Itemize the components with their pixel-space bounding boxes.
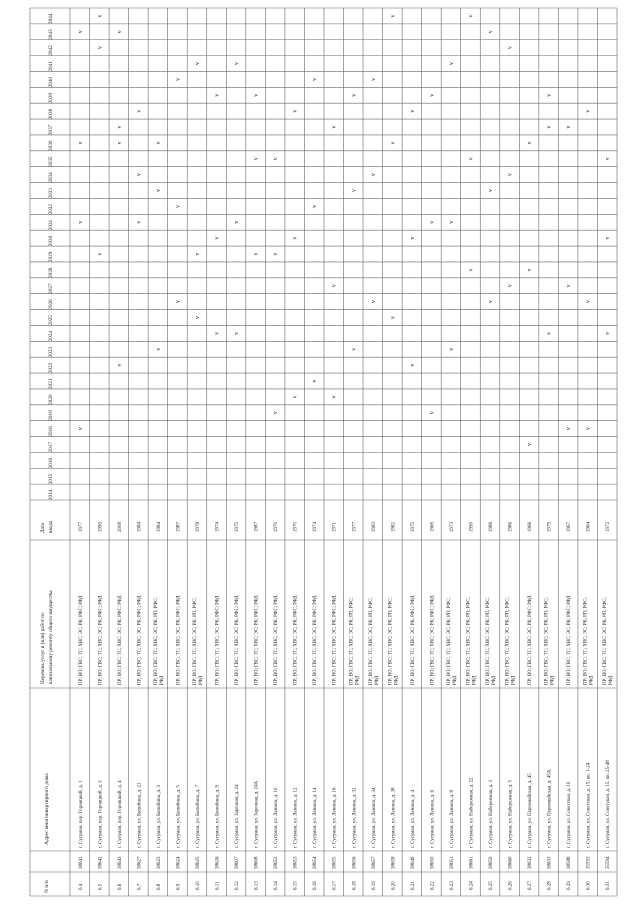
row-number: 6.9 [176, 883, 182, 890]
row-address: г. Сусуман, ул. Ленина, д. 4 [410, 790, 416, 848]
row-year: 1964 [586, 522, 592, 532]
year-heading: 2019 [48, 410, 54, 421]
row-number: 6.31 [606, 881, 612, 890]
year-heading: 2036 [48, 140, 54, 151]
schedule-mark: v [390, 315, 397, 319]
year-heading: 2031 [48, 219, 54, 231]
row-number: 6.20 [391, 881, 397, 890]
schedule-mark: v [175, 204, 182, 208]
schedule-mark: v [292, 236, 299, 240]
year-heading: 2017 [48, 442, 54, 453]
schedule-mark: v [77, 220, 84, 224]
row-year: 1987 [176, 522, 182, 532]
row-address: г. Сусуман, ул. Билибина, д. 5 [176, 785, 182, 848]
schedule-mark: v [312, 204, 319, 208]
row-number: 6.12 [235, 881, 241, 890]
year-heading: 2033 [48, 188, 54, 199]
year-heading: 2020 [48, 394, 54, 405]
row-number: 6.15 [293, 881, 299, 890]
row-number: 6.14 [274, 881, 280, 890]
year-heading: 2032 [48, 204, 54, 215]
schedule-mark: v [468, 157, 475, 161]
row-works: РФД [198, 675, 204, 685]
row-id: 38661 [469, 856, 475, 869]
year-heading: 2030 [48, 235, 54, 247]
row-address: г. Сусуман, ул. Билибина, д. 9 [215, 785, 221, 848]
row-address: г. Сусуман, ул. Ленина, д. 6 [430, 790, 436, 848]
schedule-mark: v [234, 331, 241, 335]
year-heading: 2044 [48, 13, 54, 24]
row-year: 1971 [332, 522, 338, 532]
year-heading: 2024 [48, 330, 54, 342]
schedule-mark: v [155, 347, 162, 351]
schedule-mark: v [155, 189, 162, 193]
row-works: РФД [394, 675, 400, 685]
row-year: 1967 [567, 522, 573, 532]
row-number: 6.22 [430, 881, 436, 890]
row-works: ПР; ВО; ГВС; ТС; ХВС; ЭС; РК; РФС; РФД [235, 595, 241, 685]
row-number: 6.5 [98, 883, 104, 890]
row-works: ПР; ВО; ГВС; ТС; ХВС; ЭС; РК; РП; РФС; [388, 597, 394, 685]
row-address: г. Сусуман, ул. Билибина, д. 3 [156, 785, 162, 848]
schedule-mark: v [527, 442, 534, 446]
row-address: г. Сусуман, пер. Горняцкий, д. 4 [117, 780, 123, 848]
row-works: ПР; ВО; ГВС; ТС; ХВС; ЭС; РК; РП; РФС; [544, 597, 550, 685]
row-id: 38641 [78, 856, 84, 869]
row-id: 38588 [567, 856, 573, 869]
schedule-mark: v [468, 268, 475, 272]
schedule-mark: v [390, 14, 397, 18]
row-number: 6.13 [254, 881, 260, 890]
row-year: 1977 [352, 522, 358, 532]
schedule-mark: v [136, 220, 143, 224]
row-address: г. Сусуман, ул. Билибина, д. 21 [137, 782, 143, 848]
schedule-mark: v [566, 125, 573, 129]
row-number: 6.8 [156, 883, 162, 890]
schedule-mark: v [585, 427, 592, 431]
row-address: г. Сусуман, пер. Горняцкий, д. 3 [98, 780, 104, 848]
header-works: капитальному ремонту общего имущества [48, 590, 54, 684]
schedule-mark: v [136, 173, 143, 177]
schedule-mark: v [312, 77, 319, 81]
row-address: г. Сусуман, пер. Горняцкий, д. 1 [78, 780, 84, 848]
schedule-mark: v [429, 220, 436, 224]
row-id: 35593 [586, 856, 592, 869]
row-works: ПР; ВО; ГВС; ТС; ХВС; ЭС; РК; РФС; РФД [215, 595, 221, 685]
row-id: 38623 [156, 856, 162, 869]
row-works: ПР; ВО; ГВС; ТС; ХВС; ЭС; РК; РФС; РФД [117, 595, 123, 685]
schedule-mark: v [194, 315, 201, 319]
row-year: 1970 [274, 522, 280, 532]
row-works: ПР; ВО; ГВС; ТС; ХВС; ЭС; РК; РП; РФС; [466, 597, 472, 685]
schedule-mark: v [370, 77, 377, 81]
year-heading: 2043 [48, 29, 54, 40]
schedule-mark: v [175, 300, 182, 304]
row-address: г. Сусуман, ул. Ленина, д. 14 [313, 787, 319, 848]
schedule-mark: v [585, 109, 592, 113]
row-id: 35594 [606, 856, 612, 869]
year-heading: 2016 [48, 457, 54, 469]
row-number: 6.17 [332, 881, 338, 890]
header-address: Адрес многоквартирного дома [44, 773, 50, 845]
schedule-mark: v [409, 363, 416, 367]
row-year: 2008 [117, 522, 123, 532]
row-works: РФД [511, 675, 517, 685]
row-address: г. Сусуман, ул. Ленина, д. 32 [352, 787, 358, 848]
row-address: г. Сусуман, ул. Советская, д. 10 [567, 781, 573, 848]
row-year: 1982 [391, 522, 397, 532]
schedule-mark: v [214, 236, 221, 240]
year-heading: 2018 [48, 426, 54, 437]
year-heading: 2027 [48, 283, 54, 294]
row-id: 38650 [430, 856, 436, 869]
schedule-mark: v [488, 30, 495, 34]
row-number: 6.6 [117, 883, 123, 890]
row-year: 1974 [313, 522, 319, 532]
schedule-mark: v [370, 173, 377, 177]
year-heading: 2038 [48, 108, 54, 120]
schedule-mark: v [605, 236, 612, 240]
row-number: 6.21 [410, 881, 416, 890]
schedule-mark: v [546, 331, 553, 335]
schedule-mark: v [273, 252, 280, 256]
row-works: ПР; ВО; ГВС; ТС; ХВС; ЭС; РК; РП; РФС; [583, 597, 589, 685]
row-works: ПР; ВО; ГВС; ТС; ХВС; ЭС; РК; РП; РФС; [153, 597, 159, 685]
schedule-mark: v [253, 157, 260, 161]
schedule-mark: v [351, 93, 358, 97]
schedule-mark: v [507, 284, 514, 288]
row-works: ПР; ВО; ГВС; ТС; ХВС; ЭС; РК; РФС; РФД [332, 595, 338, 685]
schedule-mark: v [116, 30, 123, 34]
row-id: 38658 [391, 856, 397, 869]
row-address: г. Сусуман, ул. Набережная, д. 3 [489, 779, 495, 848]
row-id: 38607 [235, 856, 241, 869]
schedule-mark: v [585, 300, 592, 304]
schedule-mark: v [116, 141, 123, 145]
row-id: 38659 [489, 856, 495, 869]
row-works: ПР; ВО; ГВС; ТС; ХВС; ЭС; РК; РФС; РФД [410, 595, 416, 685]
row-number: 6.28 [547, 881, 553, 890]
row-works: ПР; ВО; ГВС; ТС; ХВС; ЭС; РК; РП; РФС; [486, 597, 492, 685]
row-address: г. Сусуман, ул. Ленина, д. 8 [449, 790, 455, 848]
row-address: г. Сусуман, ул. Советская, д. 15, кв. 25-48 [606, 760, 612, 848]
row-id: 38624 [176, 856, 182, 869]
row-number: 6.19 [371, 881, 377, 890]
row-year: 1978 [195, 522, 201, 532]
row-year: 1972 [606, 522, 612, 532]
schedule-mark: v [448, 62, 455, 66]
schedule-mark: v [97, 46, 104, 50]
schedule-mark: v [194, 62, 201, 66]
schedule-mark: v [194, 252, 201, 256]
schedule-mark: v [605, 157, 612, 161]
schedule-mark: v [312, 379, 319, 383]
schedule-mark: v [97, 14, 104, 18]
row-address: г. Сусуман, ул. Ленина, д. 10 [274, 787, 280, 848]
row-year: 1975 [235, 522, 241, 532]
row-works: ПР; ВО; ГВС; ТС; ХВС; ЭС; РК; РП; РФС; [505, 597, 511, 685]
row-works: ПР; ВО; ГВС; ТС; ХВС; ЭС; РК; РФС; РФД [567, 595, 573, 685]
schedule-mark: v [253, 93, 260, 97]
row-id: 38655 [332, 856, 338, 869]
schedule-mark: v [566, 284, 573, 288]
row-id: 38657 [371, 856, 377, 869]
row-year: 1984 [137, 522, 143, 532]
row-id: 38627 [137, 856, 143, 869]
schedule-mark: v [468, 14, 475, 18]
row-number: 6.10 [195, 881, 201, 890]
schedule-mark: v [429, 411, 436, 415]
year-heading: 2023 [48, 346, 54, 358]
row-year: 1990 [98, 522, 104, 532]
row-number: 6.30 [586, 881, 592, 890]
row-year: 1977 [78, 522, 84, 532]
row-works: ПР; ВО; ГВС; ТС; ХВС; ЭС; РК; РФС; РФД [176, 595, 182, 685]
row-works: ПР; ВО; ГВС; ТС; ХВС; ЭС; РК; РФС; РФД [313, 595, 319, 685]
row-address: г. Сусуман, ул. Билибина, д. 7 [195, 785, 201, 848]
row-address: г. Сусуман, ул. Советская, д. 15, кв. 1-24 [586, 762, 592, 848]
row-works: РФД [452, 675, 458, 685]
row-works: ПР; ВО; ГВС; ТС; ХВС; ЭС; РК; РФС; РФД [98, 595, 104, 685]
row-works: ПР; ВО; ГВС; ТС; ХВС; ЭС; РК; РП; РФС; [368, 597, 374, 685]
row-id: 38643 [117, 856, 123, 869]
row-id: 38608 [254, 856, 260, 869]
schedule-mark: v [448, 347, 455, 351]
schedule-mark: v [136, 109, 143, 113]
schedule-mark: v [116, 125, 123, 129]
row-number: 6.27 [528, 881, 534, 890]
row-number: 6.4 [78, 883, 84, 890]
schedule-mark: v [253, 252, 260, 256]
year-heading: 2039 [48, 92, 54, 104]
row-id: 38656 [352, 856, 358, 869]
row-year: 1966 [528, 522, 534, 532]
schedule-mark: v [331, 395, 338, 399]
row-year: 1984 [156, 522, 162, 532]
row-address: г. Сусуман, ул. Ленина, д. 38 [391, 787, 397, 848]
schedule-mark: v [488, 189, 495, 193]
row-works: РФД [159, 675, 165, 685]
row-id: 38632 [528, 856, 534, 869]
row-number: 6.18 [352, 881, 358, 890]
row-address: г. Сусуман, ул. Ленина, д. 12 [293, 787, 299, 848]
row-year: 1975 [410, 522, 416, 532]
row-number: 6.26 [508, 881, 514, 890]
row-year: 1983 [371, 522, 377, 532]
schedule-mark: v [527, 141, 534, 145]
row-works: РФД [589, 675, 595, 685]
row-id: 38654 [313, 856, 319, 869]
row-works: ПР; ВО; ГВС; ТС; ХВС; ЭС; РК; РФС; РФД [137, 595, 143, 685]
schedule-mark: v [546, 125, 553, 129]
year-heading: 2015 [48, 473, 54, 485]
schedule-mark: v [331, 125, 338, 129]
row-number: 6.11 [215, 881, 221, 890]
schedule-mark: v [351, 347, 358, 351]
row-number: 6.29 [567, 881, 573, 890]
row-works: ПР; ВО; ГВС; ТС; ХВС; ЭС; РК; РФС; РФД [293, 595, 299, 685]
row-id: 38651 [449, 856, 455, 869]
schedule-mark: v [507, 173, 514, 177]
header-works: Перечень услуг и (или) работ по [40, 612, 46, 684]
row-works: ПР; ВО; ГВС; ТС; ХВС; ЭС; РК; РФС; РФД [254, 595, 260, 685]
row-year: 1987 [254, 522, 260, 532]
schedule-mark: v [273, 157, 280, 161]
row-number: 6.16 [313, 881, 319, 890]
row-year: 1974 [215, 522, 221, 532]
schedule-mark: v [292, 109, 299, 113]
row-id: 38653 [293, 856, 299, 869]
row-works: ПР; ВО; ГВС; ТС; ХВС; ЭС; РК; РФС; РФД [528, 595, 534, 685]
year-heading: 2022 [48, 362, 54, 374]
schedule-mark: v [390, 141, 397, 145]
schedule-mark: v [214, 93, 221, 97]
year-heading: 2034 [48, 172, 54, 183]
year-heading: 2035 [48, 156, 54, 167]
schedule-mark: v [448, 220, 455, 224]
row-year: 1979 [547, 522, 553, 532]
row-number: 6.23 [449, 881, 455, 890]
row-year: 1986 [489, 522, 495, 532]
row-id: 38660 [508, 856, 514, 869]
row-address: г. Сусуман, ул. Первомайская, д. 45А [547, 769, 553, 848]
header-num: N п/п [44, 880, 50, 893]
row-address: г. Сусуман, ул. Заречная, д. 24А [254, 780, 260, 848]
row-address: г. Сусуман, ул. Ленина, д. 34 [371, 787, 377, 848]
row-works: ПР; ВО; ГВС; ТС; ХВС; ЭС; РК; РП; РФС; [603, 597, 609, 685]
schedule-mark: v [409, 236, 416, 240]
year-heading: 2026 [48, 299, 54, 310]
schedule-mark: v [97, 252, 104, 256]
schedule-mark: v [351, 189, 358, 193]
row-year: 1970 [293, 522, 299, 532]
year-heading: 2021 [48, 378, 54, 389]
row-id: 38625 [195, 856, 201, 869]
row-address: г. Сусуман, ул. Набережная, д. 5 [508, 779, 514, 848]
schedule-mark: v [409, 109, 416, 113]
row-works: ПР; ВО; ГВС; ТС; ХВС; ЭС; РК; РФС; РФД [78, 595, 84, 685]
year-heading: 2040 [48, 77, 54, 88]
schedule-mark: v [507, 46, 514, 50]
schedule-mark: v [566, 427, 573, 431]
row-works: РФД [374, 675, 380, 685]
row-number: 6.7 [137, 883, 143, 890]
row-address: г. Сусуман, ул. Первомайская, д. 45 [528, 773, 534, 848]
schedule-mark: v [77, 427, 84, 431]
row-address: г. Сусуман, ул. Ленина, д. 16 [332, 787, 338, 848]
year-heading: 2025 [48, 315, 54, 326]
row-year: 1969 [430, 522, 436, 532]
header-year: Дата [40, 522, 46, 533]
schedule-mark: v [546, 93, 553, 97]
schedule-mark: v [116, 363, 123, 367]
schedule-mark: v [234, 220, 241, 224]
year-heading: 2042 [48, 45, 54, 56]
row-works: РФД [609, 675, 615, 685]
row-works: ПР; ВО; ГВС; ТС; ХВС; ЭС; РК; РФС; РФД [274, 595, 280, 685]
row-works: РФД [492, 675, 498, 685]
year-heading: 2028 [48, 267, 54, 278]
schedule-mark: v [527, 268, 534, 272]
row-works: РФД [355, 675, 361, 685]
schedule-mark: v [77, 30, 84, 34]
row-id: 38642 [98, 856, 104, 869]
row-works: ПР; ВО; ГВС; ТС; ХВС; ЭС; РК; РП; РФС; [192, 597, 198, 685]
schedule-mark: v [214, 331, 221, 335]
schedule-mark: v [429, 93, 436, 97]
schedule-mark: v [605, 331, 612, 335]
row-year: 1986 [508, 522, 514, 532]
row-id: 38626 [215, 856, 221, 869]
year-heading: 2041 [48, 61, 54, 72]
year-heading: 2029 [48, 251, 54, 262]
row-works: РФД [472, 675, 478, 685]
row-works: ПР; ВО; ГВС; ТС; ХВС; ЭС; РК; РФС; РФД [430, 595, 436, 685]
header-year: ввода [48, 520, 54, 533]
row-number: 6.24 [469, 881, 475, 890]
schedule-mark: v [234, 62, 241, 66]
year-heading: 2014 [48, 489, 54, 501]
schedule-mark: v [175, 77, 182, 81]
year-heading: 2037 [48, 124, 54, 136]
schedule-mark: v [292, 395, 299, 399]
row-year: 1990 [469, 522, 475, 532]
row-works: РФД [550, 675, 556, 685]
row-id: 38649 [410, 856, 416, 869]
row-id: 38633 [547, 856, 553, 869]
row-works: ПР; ВО; ГВС; ТС; ХВС; ЭС; РК; РП; РФС; [446, 597, 452, 685]
row-id: 38652 [274, 856, 280, 869]
schedule-mark: v [370, 300, 377, 304]
row-address: г. Сусуман, ул. Набережная, д. 22 [469, 777, 475, 848]
row-number: 6.25 [489, 881, 495, 890]
schedule-mark: v [273, 411, 280, 415]
schedule-mark: v [331, 284, 338, 288]
schedule-mark: v [155, 141, 162, 145]
schedule-mark: v [488, 300, 495, 304]
schedule-mark: v [77, 141, 84, 145]
row-works: ПР; ВО; ГВС; ТС; ХВС; ЭС; РК; РП; РФС; [349, 597, 355, 685]
row-address: г. Сусуман, ул. Заречная, д. 24 [235, 784, 241, 848]
row-year: 1973 [449, 522, 455, 532]
